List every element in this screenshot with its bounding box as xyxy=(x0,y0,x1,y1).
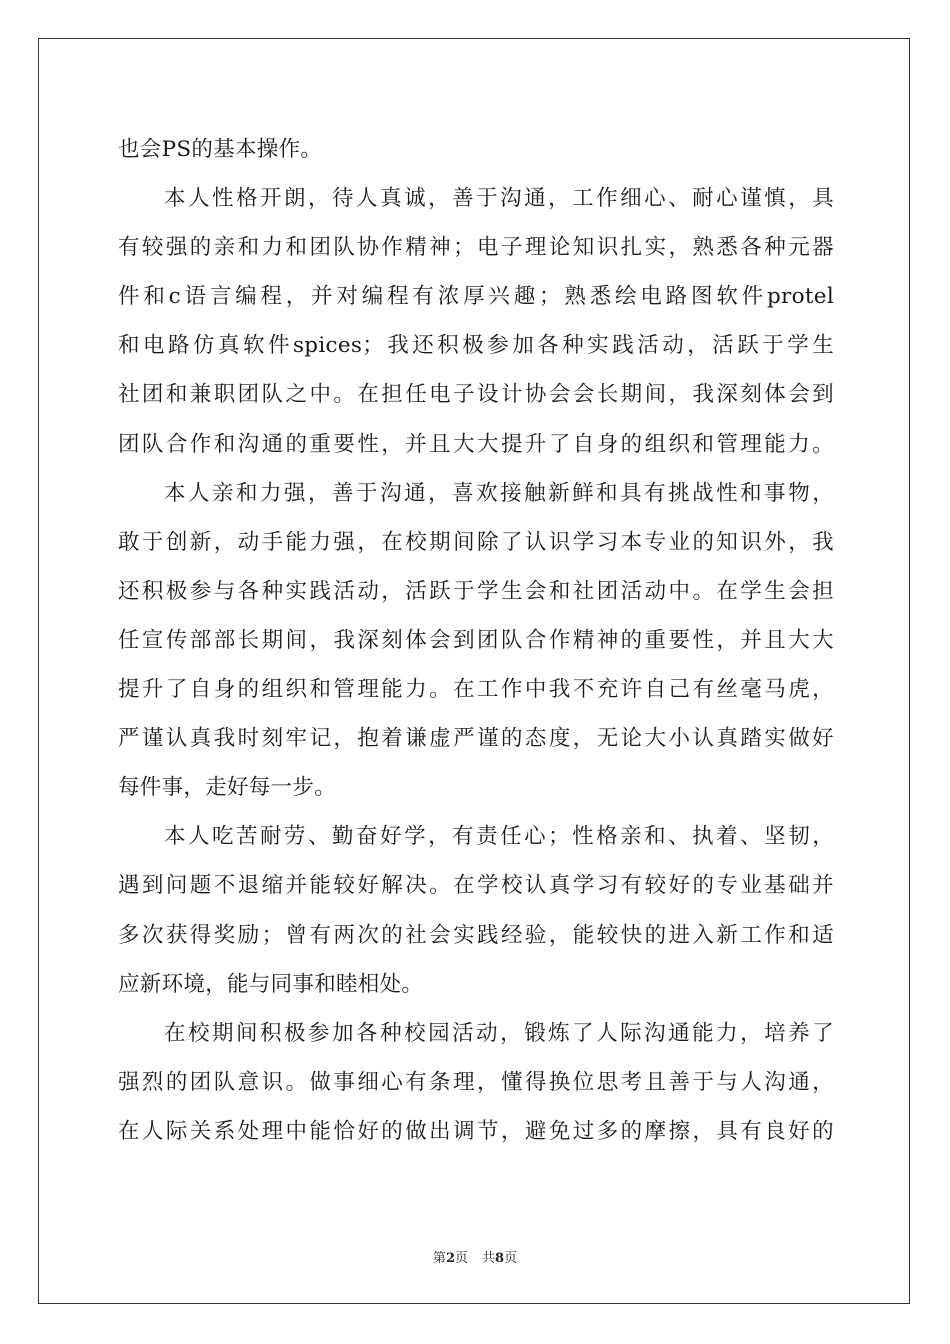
text-line: 社团和兼职团队之中。在担任电子设计协会会长期间，我深刻体会到 xyxy=(118,382,834,408)
text-line: 也会PS的基本操作。 xyxy=(118,137,323,162)
text-line: 还积极参与各种实践活动，活跃于学生会和社团活动中。在学生会担 xyxy=(118,578,834,604)
text-line: 在人际关系处理中能恰好的做出调节，避免过多的摩擦，具有良好的 xyxy=(118,1118,834,1144)
total-suffix: 页 xyxy=(504,1251,518,1266)
text-line: 敢于创新，动手能力强，在校期间除了认识学习本专业的知识外，我 xyxy=(118,529,834,555)
total-pages: 8 xyxy=(495,1251,505,1266)
text-line: 应新环境，能与同事和睦相处。 xyxy=(118,971,424,997)
text-line: 本人吃苦耐劳、勤奋好学，有责任心；性格亲和、执着、坚韧， xyxy=(164,824,834,850)
page-number: 2 xyxy=(445,1251,455,1266)
text-line: 强烈的团队意识。做事细心有条理，懂得换位思考且善于与人沟通， xyxy=(118,1069,834,1095)
text-line: 严谨认真我时刻牢记，抱着谦虚严谨的态度，无论大小认真踏实做好 xyxy=(118,726,834,752)
page-suffix: 页 xyxy=(454,1251,468,1266)
text-line: 在校期间积极参加各种校园活动，锻炼了人际沟通能力，培养了 xyxy=(164,1020,834,1046)
text-line: 件和c语言编程，并对编程有浓厚兴趣；熟悉绘电路图软件protel xyxy=(118,284,834,310)
text-line: 任宣传部部长期间，我深刻体会到团队合作精神的重要性，并且大大 xyxy=(118,627,834,653)
text-line: 每件事，走好每一步。 xyxy=(118,775,337,801)
text-line: 多次获得奖励；曾有两次的社会实践经验，能较快的进入新工作和适 xyxy=(118,922,834,948)
text-line: 本人性格开朗，待人真诚，善于沟通，工作细心、耐心谨慎，具 xyxy=(164,186,834,212)
page-prefix: 第 xyxy=(432,1251,446,1266)
text-line: 团队合作和沟通的重要性，并且大大提升了自身的组织和管理能力。 xyxy=(118,431,834,457)
text-line: 提升了自身的组织和管理能力。在工作中我不充许自己有丝毫马虎， xyxy=(118,677,834,703)
text-line: 有较强的亲和力和团队协作精神；电子理论知识扎实，熟悉各种元器 xyxy=(118,235,834,261)
text-line: 遇到问题不退缩并能较好解决。在学校认真学习有较好的专业基础并 xyxy=(118,873,834,899)
text-line: 本人亲和力强，善于沟通，喜欢接触新鲜和具有挑战性和事物， xyxy=(164,480,834,506)
total-prefix: 共 xyxy=(482,1251,496,1266)
text-line: 和电路仿真软件spices；我还积极参加各种实践活动，活跃于学生 xyxy=(118,333,834,359)
page-footer xyxy=(0,1247,950,1266)
document-body xyxy=(118,125,834,1156)
